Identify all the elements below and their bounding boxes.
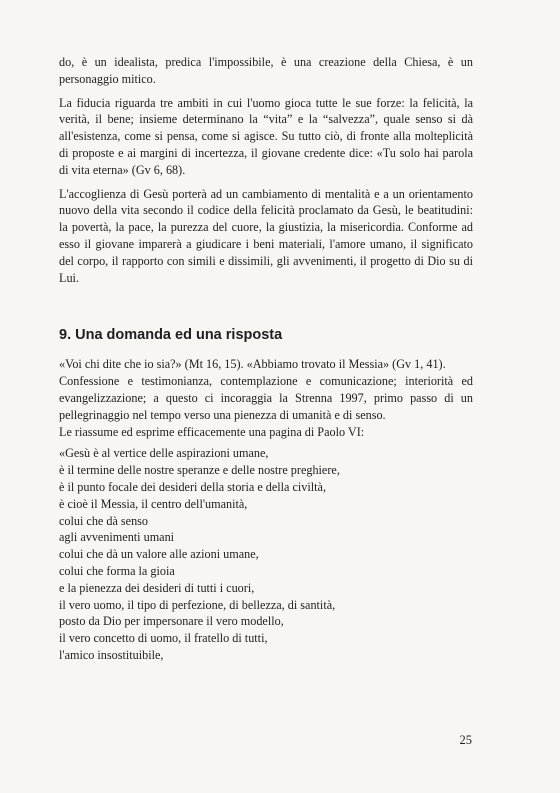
paragraph-3: L'accoglienza di Gesù porterà ad un cambiamento di mentalità e a un orientamento nuovo della vita secondo il codice della felicità proclamato da Gesù, le beatitudini: la povertà, la pace, la purezza del cuore, la giustizia, la misericordia. Conforme ad esso il giovane imparerà a giudicare i beni materiali, l'amore umano, il significato del corpo, il rapporto con simili e dissimili, gli avvenimenti, il progetto di Dio su di Lui.	[59, 186, 473, 285]
quote-line: posto da Dio per impersonare il vero modello,	[59, 614, 284, 629]
page-number: 25	[459, 733, 472, 747]
quote-line: colui che dà senso	[59, 513, 149, 528]
paragraph-2: La fiducia riguarda tre ambiti in cui l'uomo gioca tutte le sue forze: la felicità, la verità, il bene; insieme determinano la “vita” e la “salvezza”, quale senso si dà all'esistenza, come si pensa, come si agisce. Su tutto ciò, di fronte alla molteplicità di proposte e ai margini di incertezza, il giovane credente dice: «Tu solo hai parola di vita eterna» (Gv 6, 68).	[59, 95, 473, 177]
section-paragraph-2: Confessione e testimonianza, contemplazione e comunicazione; interiorità ed evangelizzazione; a questo ci incoraggia la Strenna 1997, primo passo di un pellegrinaggio nel tempo verso una pienezza di umanità e di senso.	[59, 374, 473, 422]
quote-line: è il termine delle nostre speranze e delle nostre preghiere,	[59, 463, 340, 478]
quote-line: «Gesù è al vertice delle aspirazioni umane,	[59, 446, 269, 461]
section-paragraph-1: «Voi chi dite che io sia?» (Mt 16, 15). «Abbiamo trovato il Messia» (Gv 1, 41).	[59, 357, 446, 372]
quote-line: è il punto focale dei desideri della storia e della civiltà,	[59, 479, 327, 494]
section-heading: 9. Una domanda ed una risposta	[59, 327, 283, 344]
paragraph-1: do, è un idealista, predica l'impossibile, è una creazione della Chiesa, è un personaggio mitico.	[59, 55, 473, 86]
quote-line: è cioè il Messia, il centro dell'umanità,	[59, 496, 248, 511]
quote-line: colui che forma la gioia	[59, 563, 175, 578]
quote-line: il vero uomo, il tipo di perfezione, di bellezza, di santità,	[59, 597, 336, 612]
quote-line: agli avvenimenti umani	[59, 530, 175, 545]
quote-line: e la pienezza dei desideri di tutti i cuori,	[59, 580, 255, 595]
quote-line: colui che dà un valore alle azioni umane,	[59, 547, 259, 562]
quote-line: il vero concetto di uomo, il fratello di tutti,	[59, 631, 268, 646]
section-paragraph-3: Le riassume ed esprime efficacemente una pagina di Paolo VI:	[59, 424, 365, 439]
quote-line: l'amico insostituibile,	[59, 647, 164, 662]
body-text	[59, 54, 473, 664]
quotation-block	[59, 445, 473, 663]
